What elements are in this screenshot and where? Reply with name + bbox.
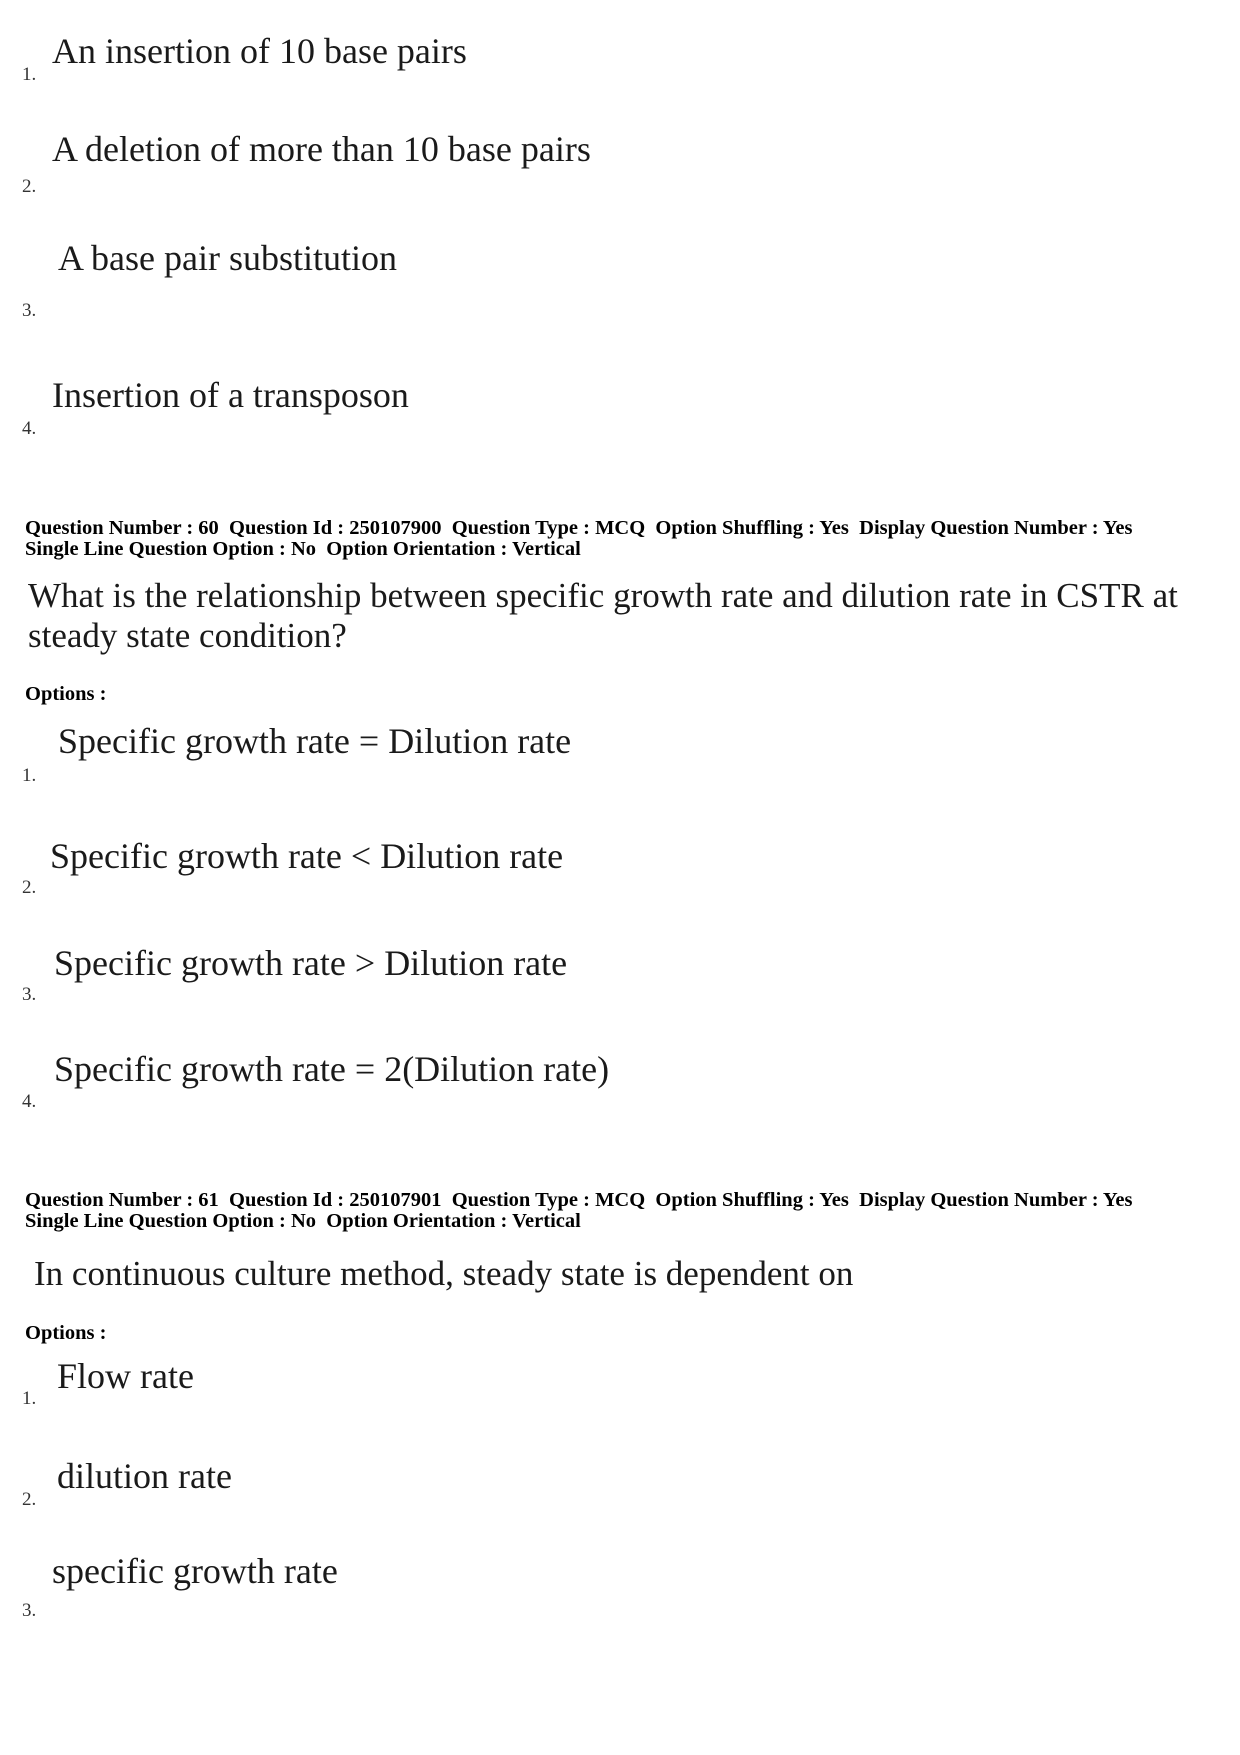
option-number: 2.	[22, 176, 37, 197]
option-number: 3.	[22, 1600, 37, 1621]
option-text: dilution rate	[57, 1456, 232, 1496]
question-text-line-1: In continuous culture method, steady state is dependent on	[34, 1254, 854, 1293]
question-meta-line-1: Question Number : 60 Question Id : 250107900 Question Type : MCQ Option Shuffling : Yes Display Question Number : Yes	[25, 517, 1133, 539]
options-label: Options :	[25, 1322, 107, 1344]
question-text-line-1: What is the relationship between specific growth rate and dilution rate in CSTR at	[28, 576, 1178, 615]
option-number: 1.	[22, 765, 37, 786]
option-number: 4.	[22, 418, 37, 439]
option-text: An insertion of 10 base pairs	[52, 31, 467, 71]
option-text: Insertion of a transposon	[52, 375, 409, 415]
option-text: Specific growth rate = Dilution rate	[58, 721, 572, 761]
option-number: 3.	[22, 984, 37, 1005]
option-text: specific growth rate	[52, 1551, 338, 1591]
option-number: 1.	[22, 1388, 37, 1409]
option-text: A base pair substitution	[58, 238, 397, 278]
option-number: 4.	[22, 1091, 37, 1112]
option-text: Specific growth rate = 2(Dilution rate)	[54, 1049, 610, 1089]
option-number: 3.	[22, 300, 37, 321]
option-text: Specific growth rate > Dilution rate	[54, 943, 568, 983]
option-text: Flow rate	[57, 1356, 194, 1396]
question-meta-line-1: Question Number : 61 Question Id : 250107901 Question Type : MCQ Option Shuffling : Yes Display Question Number : Yes	[25, 1189, 1133, 1211]
option-number: 1.	[22, 64, 37, 85]
question-text-line-2: steady state condition?	[28, 616, 347, 655]
option-text: Specific growth rate < Dilution rate	[50, 836, 564, 876]
option-number: 2.	[22, 877, 37, 898]
option-text: A deletion of more than 10 base pairs	[52, 129, 591, 169]
option-number: 2.	[22, 1489, 37, 1510]
question-meta-line-2: Single Line Question Option : No Option Orientation : Vertical	[25, 1210, 581, 1232]
question-meta-line-2: Single Line Question Option : No Option Orientation : Vertical	[25, 538, 581, 560]
options-label: Options :	[25, 683, 107, 705]
